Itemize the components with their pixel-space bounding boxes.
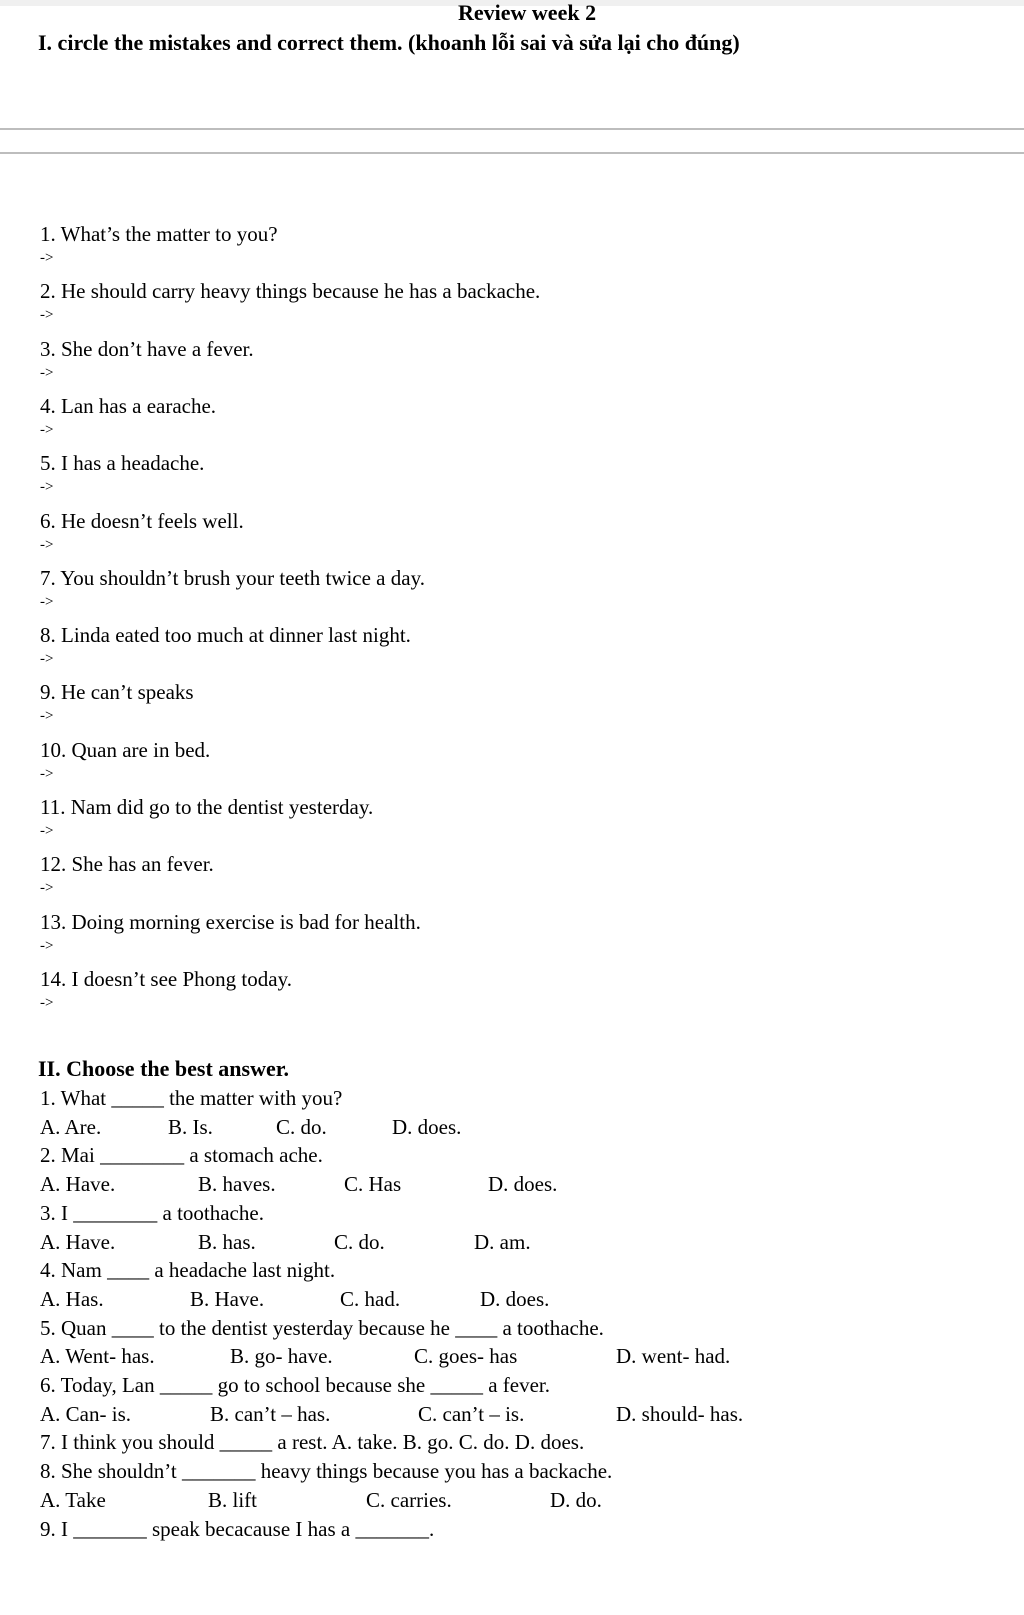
answer-option: C. do.	[334, 1229, 385, 1254]
answer-option: C. carries.	[366, 1487, 452, 1512]
answer-option: C. had.	[340, 1286, 401, 1311]
answer-option: B. Is.	[168, 1114, 213, 1139]
answer-option: C. goes- has	[414, 1344, 518, 1369]
exercise-item: 14. I doesn’t see Phong today.	[40, 966, 292, 991]
question-text: 2. Mai ________ a stomach ache.	[40, 1143, 323, 1168]
exercise-item: 10. Quan are in bed.	[40, 737, 211, 762]
answer-option: D. should- has.	[616, 1401, 744, 1426]
question-text: 5. Quan ____ to the dentist yesterday because he ____ a toothache.	[40, 1315, 604, 1340]
answer-arrow: ->	[40, 250, 54, 266]
answer-option: D. am.	[474, 1229, 531, 1254]
divider-top	[0, 128, 1024, 130]
exercise-item: 3. She don’t have a fever.	[40, 336, 254, 361]
question-text: 3. I ________ a toothache.	[40, 1200, 264, 1225]
answer-arrow: ->	[40, 823, 54, 839]
question-text: 1. What _____ the matter with you?	[40, 1086, 343, 1110]
question-text: 7. I think you should _____ a rest. A. take. B. go. C. do. D. does.	[40, 1430, 585, 1455]
answer-option: A. Went- has.	[40, 1344, 155, 1369]
answer-option: A. Take	[40, 1487, 106, 1512]
question-text: 8. She shouldn’t _______ heavy things because you has a backache.	[40, 1459, 613, 1484]
answer-option: A. Are.	[40, 1114, 102, 1139]
answer-arrow: ->	[40, 708, 54, 725]
answer-option: B. haves.	[198, 1172, 276, 1197]
question-text: 4. Nam ____ a headache last night.	[40, 1258, 336, 1283]
answer-arrow: ->	[40, 651, 54, 668]
answer-arrow: ->	[40, 994, 54, 1011]
answer-option: A. Can- is.	[40, 1401, 131, 1426]
answer-option: C. can’t – is.	[418, 1401, 525, 1426]
answer-option: B. go- have.	[230, 1344, 333, 1369]
question-text: 9. I _______ speak becacause I has a _______.	[40, 1516, 435, 1541]
answer-option: D. does.	[480, 1286, 550, 1311]
answer-arrow: ->	[40, 937, 54, 954]
exercise-item: 7. You shouldn’t brush your teeth twice a day.	[40, 565, 425, 590]
answer-option: B. Have.	[190, 1286, 265, 1311]
answer-option: A. Has.	[40, 1286, 104, 1311]
exercise-item: 8. Linda eated too much at dinner last night.	[40, 623, 411, 648]
exercise-item: 11. Nam did go to the dentist yesterday.	[40, 795, 374, 819]
exercise-item: 12. She has an fever.	[40, 852, 214, 877]
answer-option: D. do.	[550, 1487, 602, 1512]
page-title: Review week 2	[458, 0, 597, 25]
answer-option: C. do.	[276, 1114, 327, 1139]
exercise-item: 5. I has a headache.	[40, 451, 205, 476]
divider-bottom	[0, 152, 1024, 154]
answer-option: C. Has	[344, 1172, 402, 1197]
answer-arrow: ->	[40, 364, 54, 381]
answer-option: A. Have.	[40, 1229, 116, 1254]
exercise-item: 6. He doesn’t feels well.	[40, 508, 244, 533]
answer-option: A. Have.	[40, 1172, 116, 1197]
answer-arrow: ->	[40, 479, 54, 496]
section-1-heading: I. circle the mistakes and correct them. (khoanh lỗi sai và sửa lại cho đúng)	[38, 30, 740, 55]
answer-arrow: ->	[40, 536, 54, 553]
answer-option: D. does.	[488, 1172, 558, 1197]
exercise-item: 2. He should carry heavy things because he has a backache.	[40, 279, 541, 304]
answer-option: D. went- had.	[616, 1344, 731, 1369]
exercise-item: 1. What’s the matter to you?	[40, 222, 278, 246]
exercise-item: 9. He can’t speaks	[40, 680, 194, 705]
answer-option: B. has.	[198, 1229, 256, 1254]
question-text: 6. Today, Lan _____ go to school because she _____ a fever.	[40, 1373, 550, 1397]
section-2-heading: II. Choose the best answer.	[38, 1056, 289, 1081]
answer-option: D. does.	[392, 1114, 462, 1139]
exercise-item: 13. Doing morning exercise is bad for health.	[40, 909, 421, 934]
exercise-item: 4. Lan has a earache.	[40, 393, 217, 418]
answer-option: B. lift	[208, 1487, 258, 1512]
answer-option: B. can’t – has.	[210, 1401, 331, 1426]
answer-arrow: ->	[40, 765, 54, 782]
answer-arrow: ->	[40, 307, 54, 324]
answer-arrow: ->	[40, 421, 54, 438]
answer-arrow: ->	[40, 880, 54, 897]
answer-arrow: ->	[40, 593, 54, 610]
